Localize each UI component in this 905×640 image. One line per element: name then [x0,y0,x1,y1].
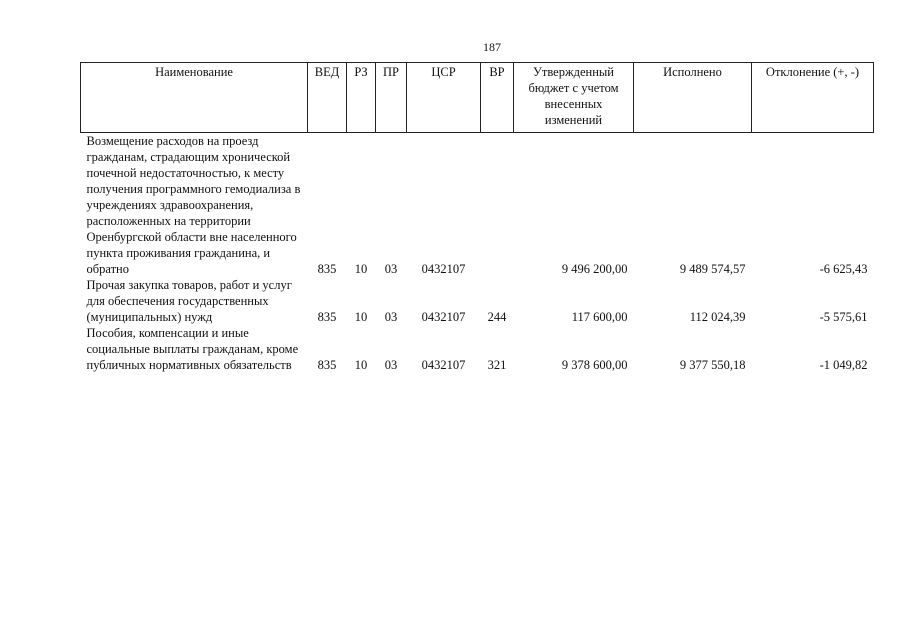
row-deviation: -1 049,82 [819,358,868,372]
row-ved: 835 [317,310,337,324]
header-csr: ЦСР [407,63,481,133]
row-name: Возмещение расходов на проезд гражданам, страдающим хронической почечной недостаточностью, к месту получения программного гемодиализа в учреждениях здравоохранения, расположенных на территории Оренбургской области вне населенного пункта проживания гражданина, и обратно [86,134,301,276]
row-deviation: -5 575,61 [819,310,868,324]
budget-table [80,62,874,373]
row-pr: 03 [384,358,398,372]
row-approved: 9 496 200,00 [561,262,628,276]
table-row [81,325,874,373]
table-row [81,133,874,278]
row-name: Пособия, компенсации и иные социальные выплаты гражданам, кроме публичных нормативных обязательств [86,326,299,372]
row-approved: 9 378 600,00 [561,358,628,372]
row-rz: 10 [354,310,368,324]
row-ved: 835 [317,358,337,372]
header-name: Наименование [81,63,308,133]
header-ved: ВЕД [308,63,347,133]
table-header-row [81,63,874,133]
row-csr: 0432107 [421,310,466,324]
header-rz: РЗ [347,63,376,133]
row-executed: 9 377 550,18 [679,358,746,372]
header-pr: ПР [376,63,407,133]
row-vr: 321 [487,358,507,372]
row-csr: 0432107 [421,358,466,372]
header-vr: ВР [481,63,514,133]
row-vr [481,133,514,278]
row-csr: 0432107 [421,262,466,276]
row-vr: 244 [487,310,507,324]
row-deviation: -6 625,43 [819,262,868,276]
header-approved: Утвержденный бюджет с учетом внесенных изменений [514,63,634,133]
row-rz: 10 [354,262,368,276]
table-row [81,277,874,325]
header-deviation: Отклонение (+, -) [752,63,874,133]
page-number: 187 [483,40,501,54]
row-ved: 835 [317,262,337,276]
row-approved: 117 600,00 [571,310,628,324]
row-rz: 10 [354,358,368,372]
row-name: Прочая закупка товаров, работ и услуг для обеспечения государственных (муниципальных) нужд [86,278,292,324]
header-executed: Исполнено [634,63,752,133]
row-executed: 9 489 574,57 [679,262,746,276]
row-pr: 03 [384,310,398,324]
row-pr: 03 [384,262,398,276]
row-executed: 112 024,39 [689,310,746,324]
